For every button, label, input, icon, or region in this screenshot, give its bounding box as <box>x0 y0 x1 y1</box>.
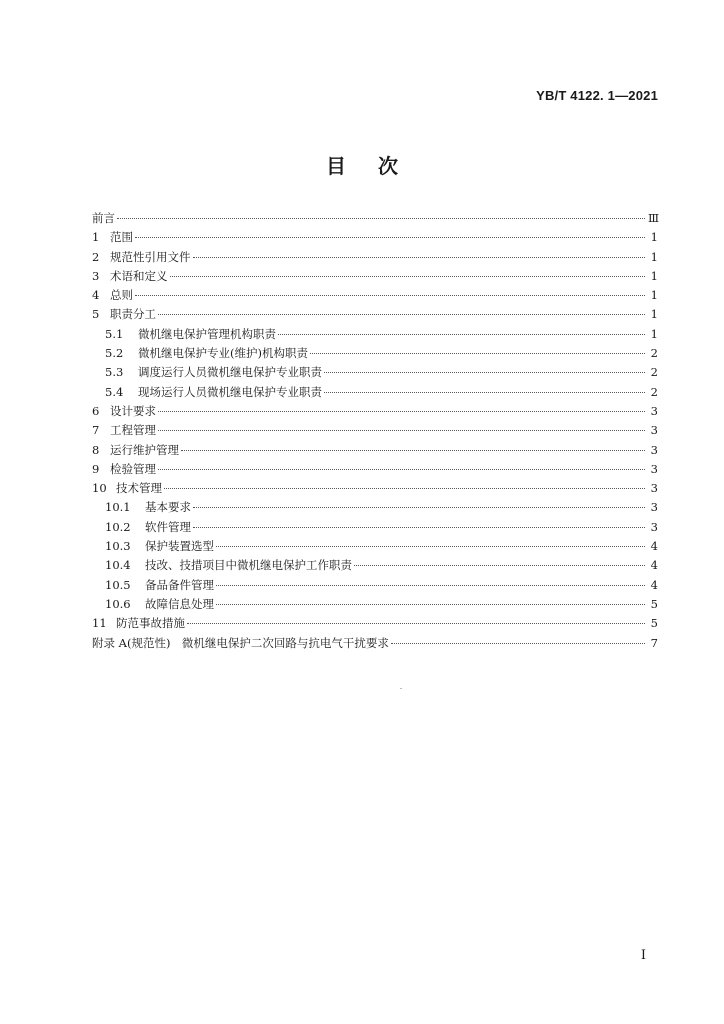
toc-entry-title: 备品备件管理 <box>145 577 214 592</box>
toc-entry-page: 5 <box>650 596 658 611</box>
toc-entry-page: 3 <box>650 481 658 496</box>
document-code: YB/T 4122. 1—2021 <box>536 88 658 103</box>
toc-entry-title: 微机继电保护管理机构职责 <box>138 326 276 341</box>
toc-entry-title: 术语和定义 <box>110 268 168 283</box>
toc-entry[interactable] <box>92 498 658 517</box>
toc-entry[interactable] <box>92 576 658 595</box>
toc-leader-dots <box>164 488 645 489</box>
toc-entry[interactable] <box>92 363 658 382</box>
toc-entry-page: 3 <box>650 403 658 418</box>
toc-leader-dots <box>216 604 645 605</box>
toc-entry-number: 10.5 <box>105 577 131 592</box>
toc-entry-title: 保护装置选型 <box>145 539 214 554</box>
toc-leader-dots <box>391 643 645 644</box>
toc-leader-dots <box>181 450 645 451</box>
toc-leader-dots <box>324 392 645 393</box>
toc-entry-number: 5.1 <box>105 326 124 341</box>
toc-entry-number: 10.2 <box>105 519 131 534</box>
toc-entry-number: 7 <box>92 423 100 438</box>
toc-entry-title: 规范性引用文件 <box>110 249 191 264</box>
toc-entry[interactable] <box>92 267 658 286</box>
table-of-contents <box>92 209 658 653</box>
toc-entry[interactable] <box>92 228 658 247</box>
toc-entry-number: 5.4 <box>105 384 124 399</box>
toc-entry-title: 设计要求 <box>110 403 156 418</box>
toc-entry[interactable] <box>92 460 658 479</box>
toc-entry[interactable] <box>92 634 658 653</box>
toc-entry-page: 7 <box>650 635 658 650</box>
toc-entry-title: 范围 <box>110 230 133 245</box>
toc-entry-number: 5.3 <box>105 365 124 380</box>
toc-entry-number: 10.6 <box>105 596 131 611</box>
toc-entry-page: Ⅲ <box>648 211 660 225</box>
toc-leader-dots <box>278 334 645 335</box>
toc-entry-title: 运行维护管理 <box>110 442 179 457</box>
toc-entry[interactable] <box>92 537 658 556</box>
toc-entry-title: 软件管理 <box>145 519 191 534</box>
toc-entry-title: 工程管理 <box>110 423 156 438</box>
toc-entry-number: 3 <box>92 268 100 283</box>
toc-leader-dots <box>135 237 645 238</box>
toc-entry-number: 5 <box>92 307 100 322</box>
toc-leader-dots <box>354 565 645 566</box>
toc-entry[interactable] <box>92 209 658 228</box>
toc-entry-number: 5.2 <box>105 346 124 361</box>
toc-entry-number: 10.1 <box>105 500 131 515</box>
toc-entry-page: 4 <box>650 539 658 554</box>
scan-speck <box>400 688 402 689</box>
toc-entry[interactable] <box>92 383 658 402</box>
toc-entry-number: 10.3 <box>105 539 131 554</box>
toc-entry-page: 4 <box>650 577 658 592</box>
toc-leader-dots <box>324 372 645 373</box>
toc-title-char-2: 次 <box>378 154 398 178</box>
toc-entry[interactable] <box>92 344 658 363</box>
toc-entry-page: 1 <box>650 307 658 322</box>
toc-entry-page: 2 <box>650 384 658 399</box>
toc-entry[interactable] <box>92 614 658 633</box>
toc-entry-title: 检验管理 <box>110 461 156 476</box>
toc-entry[interactable] <box>92 248 658 267</box>
toc-leader-dots <box>158 314 645 315</box>
toc-entry-page: 4 <box>650 558 658 573</box>
toc-leader-dots <box>158 469 645 470</box>
toc-entry-title: 技改、技措项目中微机继电保护工作职责 <box>145 558 352 573</box>
toc-entry[interactable] <box>92 421 658 440</box>
toc-entry-page: 1 <box>650 230 658 245</box>
toc-entry[interactable] <box>92 325 658 344</box>
toc-leader-dots <box>193 507 645 508</box>
toc-entry[interactable] <box>92 286 658 305</box>
toc-entry-title: 微机继电保护专业(维护)机构职责 <box>138 346 308 361</box>
toc-leader-dots <box>135 295 645 296</box>
toc-entry-title: 附录 A(规范性) 微机继电保护二次回路与抗电气干扰要求 <box>92 635 389 650</box>
page-number: I <box>640 948 646 963</box>
toc-entry[interactable] <box>92 441 658 460</box>
toc-entry-number: 10 <box>92 481 107 496</box>
toc-entry-number: 1 <box>92 230 100 245</box>
toc-entry-page: 2 <box>650 365 658 380</box>
toc-entry-page: 1 <box>650 288 658 303</box>
toc-entry[interactable] <box>92 595 658 614</box>
toc-entry-page: 3 <box>650 442 658 457</box>
toc-entry-title: 防范事故措施 <box>116 616 185 631</box>
toc-entry-page: 3 <box>650 461 658 476</box>
toc-entry-number: 8 <box>92 442 100 457</box>
toc-entry-page: 1 <box>650 268 658 283</box>
toc-entry-number: 11 <box>92 616 107 631</box>
toc-entry-title: 现场运行人员微机继电保护专业职责 <box>138 384 322 399</box>
toc-entry-page: 3 <box>650 500 658 515</box>
toc-entry-page: 1 <box>650 249 658 264</box>
toc-leader-dots <box>117 218 645 219</box>
toc-entry-number: 6 <box>92 403 100 418</box>
toc-leader-dots <box>158 430 645 431</box>
toc-entry-title: 前言 <box>92 211 115 225</box>
toc-leader-dots <box>193 527 645 528</box>
toc-entry-page: 3 <box>650 519 658 534</box>
toc-leader-dots <box>193 257 646 258</box>
toc-leader-dots <box>187 623 645 624</box>
toc-leader-dots <box>216 585 645 586</box>
toc-title <box>0 150 724 179</box>
toc-entry[interactable] <box>92 518 658 537</box>
toc-entry-title: 技术管理 <box>116 481 162 496</box>
toc-leader-dots <box>216 546 645 547</box>
toc-entry[interactable] <box>92 402 658 421</box>
toc-entry-number: 10.4 <box>105 558 131 573</box>
toc-entry-title: 基本要求 <box>145 500 191 515</box>
toc-entry-page: 1 <box>650 326 658 341</box>
toc-entry-page: 3 <box>650 423 658 438</box>
toc-entry-title: 职责分工 <box>110 307 156 322</box>
toc-entry[interactable] <box>92 305 658 324</box>
toc-entry-title: 调度运行人员微机继电保护专业职责 <box>138 365 322 380</box>
toc-leader-dots <box>170 276 646 277</box>
toc-entry-page: 2 <box>650 346 658 361</box>
toc-leader-dots <box>158 411 645 412</box>
toc-entry-number: 4 <box>92 288 100 303</box>
toc-entry[interactable] <box>92 479 658 498</box>
toc-entry-number: 2 <box>92 249 100 264</box>
toc-title-char-1: 目 <box>326 154 346 178</box>
toc-entry-page: 5 <box>650 616 658 631</box>
toc-entry-number: 9 <box>92 461 100 476</box>
toc-entry-title: 总则 <box>110 288 133 303</box>
toc-entry-title: 故障信息处理 <box>145 596 214 611</box>
toc-entry[interactable] <box>92 556 658 575</box>
toc-leader-dots <box>310 353 645 354</box>
